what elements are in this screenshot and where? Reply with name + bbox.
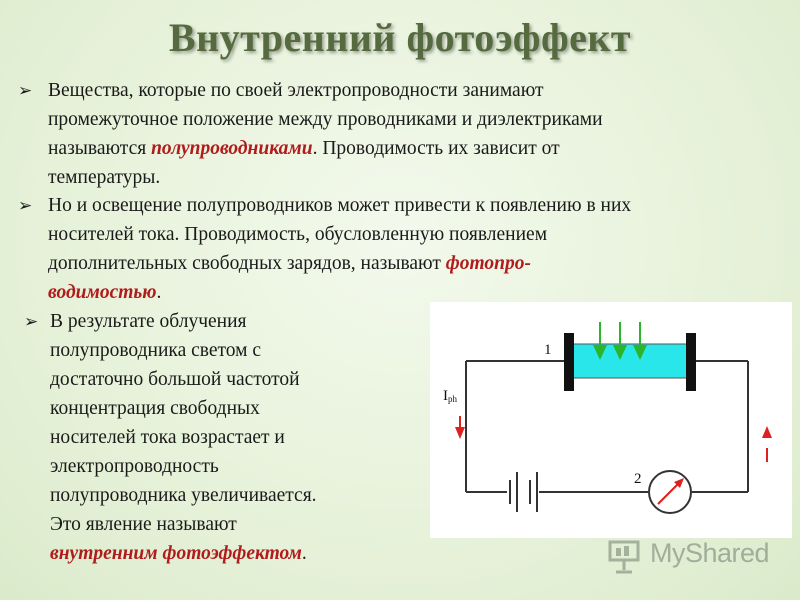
text-line: электропроводность [50,456,219,477]
current-arrow-right [762,426,772,462]
text-line: достаточно большой частотой [50,369,300,390]
text-line: концентрация свободных [50,398,260,419]
bullet-text [24,307,424,568]
bullet-text [18,191,788,307]
text-line: В результате облучения [50,311,247,332]
text-line: . [301,543,307,564]
incident-light-arrows [593,322,647,360]
left-electrode [564,333,574,391]
text-line: промежуточное положение между проводниками и диэлектриками [48,109,603,130]
arrow-bullet-icon: ➢ [24,312,39,331]
text-line: . [156,282,162,303]
arrow-bullet-icon: ➢ [18,81,33,100]
label-semiconductor-1: 1 [544,342,552,358]
semiconductor-sample [572,344,688,378]
presentation-board-icon [606,536,646,576]
bullet-semiconductors [18,76,788,192]
text-line: полупроводника увеличивается. [50,485,317,506]
current-subscript: ph [448,394,457,404]
current-arrow-left [455,416,465,439]
label-ammeter-2: 2 [634,471,642,487]
arrow-bullet-icon: ➢ [18,196,33,215]
term-highlight: внутренним фотоэффектом [50,543,302,564]
current-label [443,388,458,404]
myshared-watermark [604,536,784,576]
photoconductivity-circuit-diagram [430,302,792,538]
battery-symbol [510,472,537,512]
ammeter-icon [649,471,691,513]
current-direction-arrows [455,416,772,462]
bullet-photoconductivity [18,191,788,307]
text-line: называются [48,138,152,159]
text-line: носителей тока возрастает и [50,427,285,448]
current-symbol: I [443,388,448,404]
text-line: носителей тока. Проводимость, обусловленную появлением [48,224,548,245]
text-line: Это явление называют [50,514,237,535]
text-line: Вещества, которые по своей электропроводности занимают [48,80,544,101]
text-line: Но и освещение полупроводников может привести к появлению в них [48,195,632,216]
right-electrode [686,333,696,391]
text-line: . Проводимость их зависит от [312,138,560,159]
circuit-svg [430,302,792,538]
term-highlight: водимостью [48,282,157,303]
watermark-text: MyShared [650,538,770,568]
bullet-internal-photoeffect [24,307,424,568]
bullet-text [18,76,788,192]
term-highlight: полупроводниками [151,138,313,159]
text-line: полупроводника светом с [50,340,262,361]
text-line: температуры. [48,167,161,188]
text-line: дополнительных свободных зарядов, называют [48,253,446,274]
slide-title: Внутренний фотоэффект [168,15,632,60]
circuit-wires [466,361,748,492]
term-highlight: фотопро- [445,253,531,274]
